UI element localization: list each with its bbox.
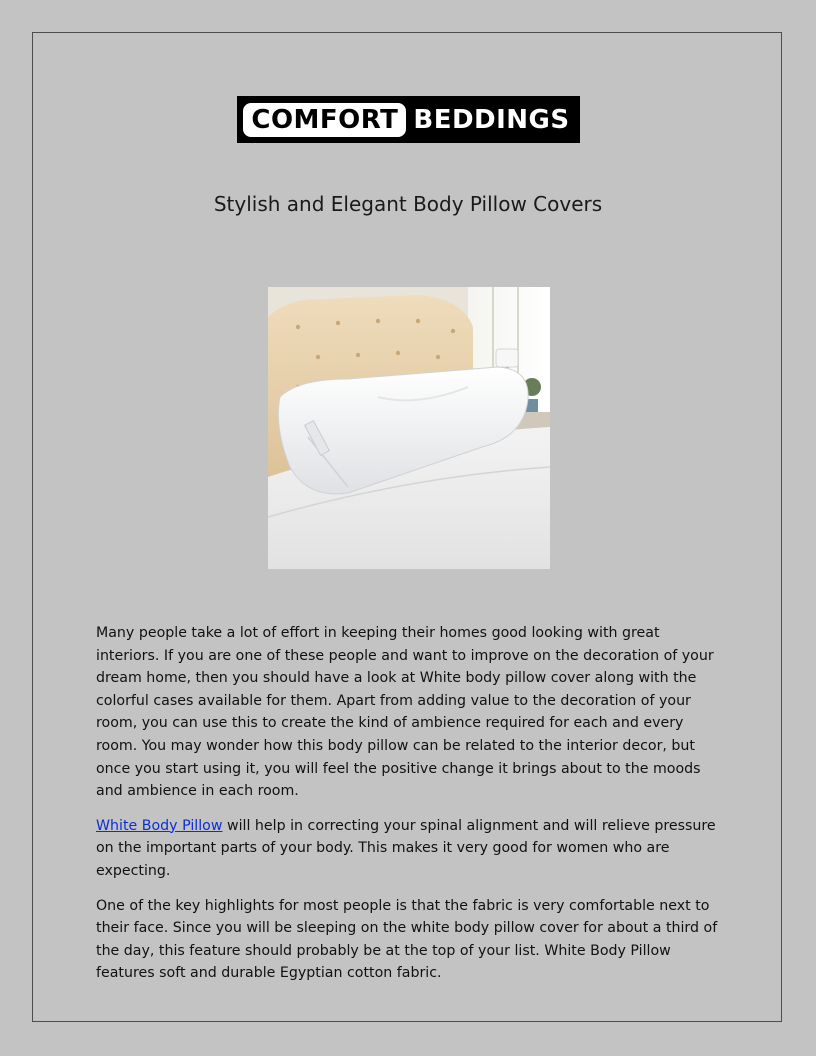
article-body <box>96 622 722 997</box>
paragraph-fabric: One of the key highlights for most people is that the fabric is very comfortable next to their face. Since you will be sleeping on the white body pillow cover for about a third of the day, this feature should probably be at the top of your list. White Body Pillow features soft and durable Egyptian cotton fabric. <box>96 897 718 982</box>
paragraph-spinal-text: will help in correcting your spinal alignment and will relieve pressure on the important parts of your body. This makes it very good for women who are expecting. <box>96 817 716 879</box>
paragraph-spinal <box>96 815 722 883</box>
paragraph-intro: Many people take a lot of effort in keeping their homes good looking with great interiors. If you are one of these people and want to improve on the decoration of your dream home, then you should have a look at White body pillow cover along with the colorful cases available for them. Apart from adding value to the decoration of your room, you can use this to create the kind of ambience required for each and every room. You may wonder how this body pillow can be related to the interior decor, but once you start using it, you will feel the positive change it brings about to the moods and ambience in each room. <box>96 625 714 800</box>
comfort-beddings-logo <box>237 96 580 143</box>
page-title: Stylish and Elegant Body Pillow Covers <box>213 192 603 216</box>
logo-word-comfort: COMFORT <box>243 103 406 137</box>
white-body-pillow-link[interactable]: White Body Pillow <box>96 817 223 834</box>
body-pillow-photo <box>268 287 550 569</box>
logo-word-beddings: BEDDINGS <box>413 104 570 135</box>
